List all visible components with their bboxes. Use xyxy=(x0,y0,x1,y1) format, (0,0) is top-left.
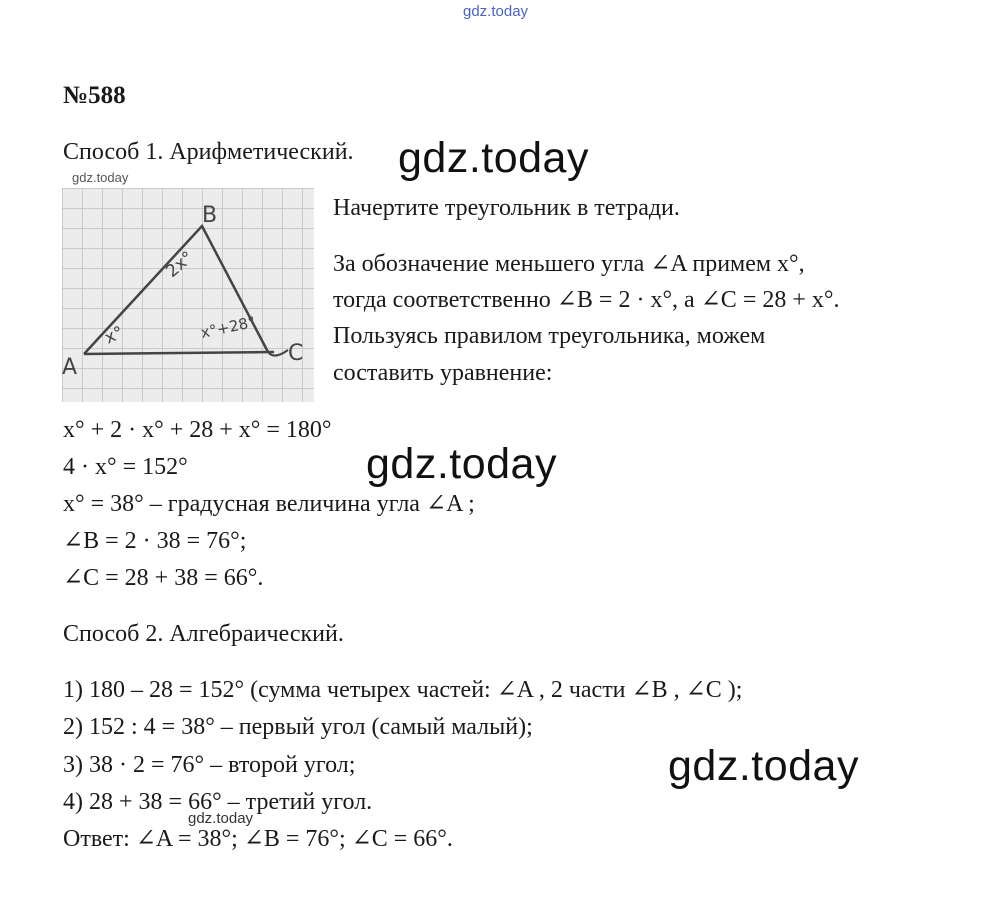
angle-a-label: x° xyxy=(101,322,127,349)
vertex-b-label: B xyxy=(202,203,218,228)
equation-2: 4 · x° = 152° xyxy=(63,454,188,480)
equation-1: x° + 2 · x° + 28 + x° = 180° xyxy=(63,417,332,443)
method1-line-1: За обозначение меньшего угла ∠A примем x°, xyxy=(333,251,805,277)
vertex-a-label: A xyxy=(62,355,78,380)
method2-step-2: 2) 152 : 4 = 38° – первый угол (самый малый); xyxy=(63,714,533,740)
watermark-small-2: gdz.today xyxy=(188,810,254,827)
method2-step-3: 3) 38 · 2 = 76° – второй угол; xyxy=(63,752,356,778)
equation-4: ∠B = 2 · 38 = 76°; xyxy=(63,528,247,554)
equation-5: ∠C = 28 + 38 = 66°. xyxy=(63,565,264,591)
method2-step-1: 1) 180 – 28 = 152° (сумма четырех частей: ∠A , 2 части ∠B , ∠C ); xyxy=(63,677,743,703)
method1-line-3: Пользуясь правилом треугольника, можем xyxy=(333,323,766,349)
method1-line-4: составить уравнение: xyxy=(333,360,553,386)
method1-instruction: Начертите треугольник в тетради. xyxy=(333,195,680,221)
watermark-top: gdz.today xyxy=(463,3,529,20)
answer-line: Ответ: ∠A = 38°; ∠B = 76°; ∠C = 66°. xyxy=(63,826,453,852)
method2-step-4: 4) 28 + 38 = 66° – третий угол. xyxy=(63,789,373,815)
equation-3: x° = 38° – градусная величина угла ∠A ; xyxy=(63,491,475,517)
angle-c-label: x°+28° xyxy=(199,312,258,342)
angle-b-label: 2x° xyxy=(162,247,198,282)
watermark-small-1: gdz.today xyxy=(72,170,129,185)
problem-number: №588 xyxy=(63,82,126,109)
watermark-big-3: gdz.today xyxy=(668,742,859,790)
triangle-figure xyxy=(62,188,314,402)
method1-line-2: тогда соответственно ∠B = 2 · x°, а ∠C = 28 + x°. xyxy=(333,287,840,313)
watermark-big-2: gdz.today xyxy=(366,440,557,488)
watermark-big-1: gdz.today xyxy=(398,134,589,182)
vertex-c-label: C xyxy=(288,341,304,366)
method2-title: Способ 2. Алгебраический. xyxy=(63,621,344,647)
method1-title: Способ 1. Арифметический. xyxy=(63,139,354,165)
